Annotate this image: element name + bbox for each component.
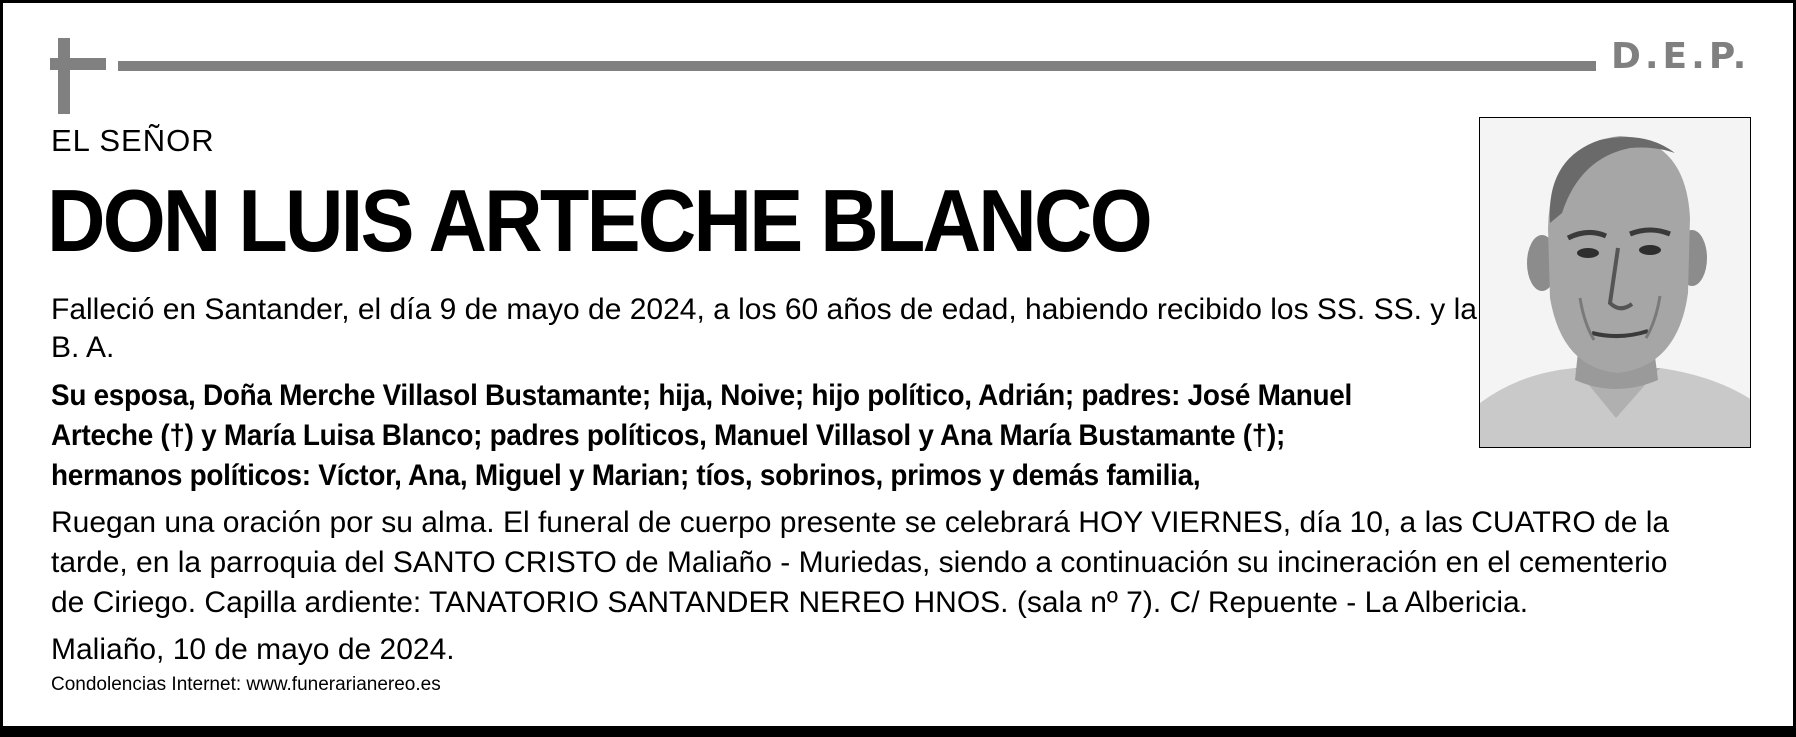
family-line: Su esposa, Doña Merche Villasol Bustamante; hija, Noive; hijo político, Adrián; padres: José Manuel [51, 379, 1353, 412]
service-details [51, 503, 1669, 623]
dep-label: D.E.P. [1611, 36, 1751, 77]
family-line: hermanos políticos: Víctor, Ana, Miguel y Marian; tíos, sobrinos, primos y demás familia, [51, 459, 1201, 492]
family-line: Arteche (†) y María Luisa Blanco; padres políticos, Manuel Villasol y Ana María Bustamante (†); [51, 419, 1285, 452]
cross-icon-bar [50, 58, 106, 70]
condolences-url: Condolencias Internet: www.funerarianereo.es [51, 674, 441, 695]
portrait-photo [1479, 117, 1751, 448]
header-rule [118, 61, 1596, 71]
service-line: Ruegan una oración por su alma. El funeral de cuerpo presente se celebrará HOY VIERNES, día 10, a las CUATRO de la [51, 506, 1670, 539]
service-line: tarde, en la parroquia del SANTO CRISTO de Maliaño - Muriedas, siendo a continuación su incineración en el cementerio [51, 546, 1668, 579]
bottom-border [3, 726, 1796, 734]
death-notice: Falleció en Santander, el día 9 de mayo de 2024, a los 60 años de edad, habiendo recibido los SS. SS. y la B. A. [51, 293, 1477, 364]
family-list [51, 376, 1352, 496]
deceased-name: DON LUIS ARTECHE BLANCO [47, 171, 1150, 270]
service-line: de Ciriego. Capilla ardiente: TANATORIO SANTANDER NEREO HNOS. (sala nº 7). C/ Repuente - La Albericia. [51, 586, 1529, 619]
portrait-image [1480, 118, 1751, 448]
place-date: Maliaño, 10 de mayo de 2024. [51, 633, 455, 666]
cross-icon [58, 38, 70, 114]
title-prefix: EL SEÑOR [51, 123, 215, 158]
